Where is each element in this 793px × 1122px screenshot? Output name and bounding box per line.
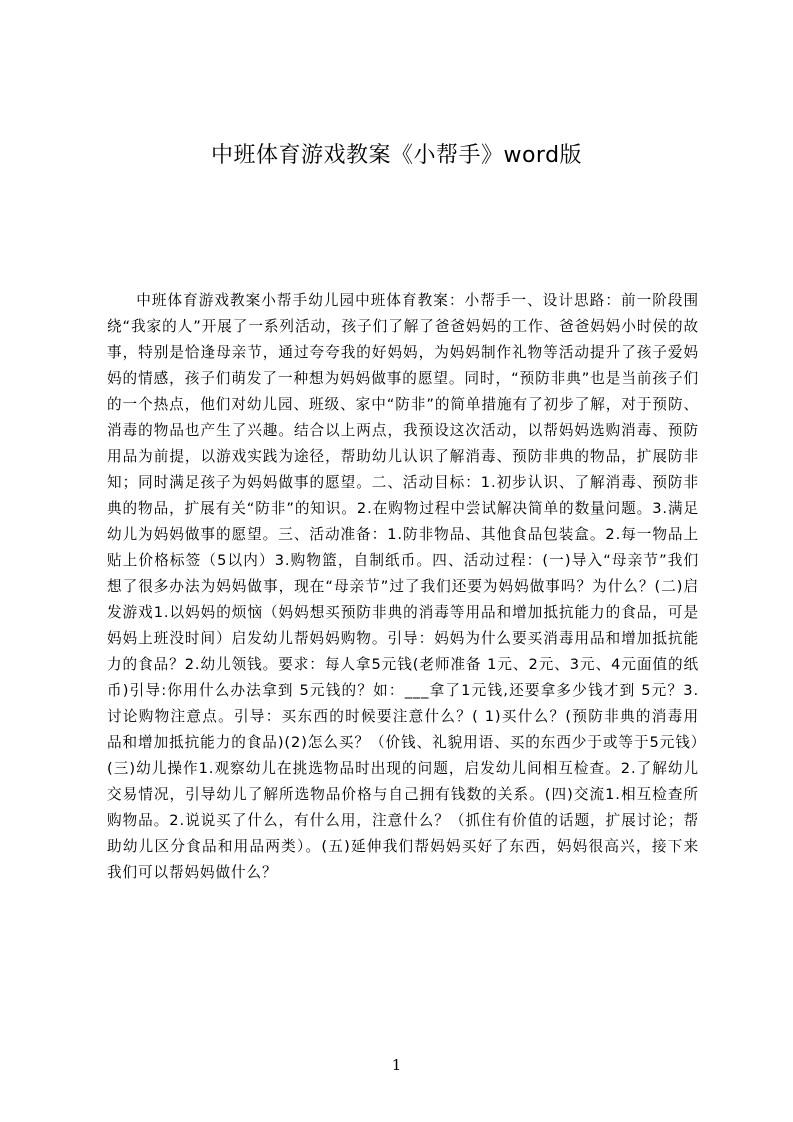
document-title: 中班体育游戏教案《小帮手》word版	[210, 143, 583, 168]
page-number: 1	[391, 1056, 402, 1074]
document-body-paragraph: 中班体育游戏教案小帮手幼儿园中班体育教案：小帮手一、设计思路：前一阶段围绕“我家的人”开展了一系列活动，孩子们了解了爸爸妈妈的工作、爸爸妈妈小时侯的故事，特别是恰逢母亲节，通过夸夸我的好妈妈，为妈妈制作礼物等活动提升了孩子爱妈妈的情感，孩子们萌发了一种想为妈妈做事的愿望。同时，“预防非典”也是当前孩子们的一个热点，他们对幼儿园、班级、家中“防非”的简单措施有了初步了解，对于预防、消毒的物品也产生了兴趣。结合以上两点，我预设这次活动，以帮妈妈选购消毒、预防用品为前提，以游戏实践为途径，帮助幼儿认识了解消毒、预防非典的物品，扩展防非知；同时满足孩子为妈妈做事的愿望。二、活动目标：1.初步认识、了解消毒、预防非典的物品，扩展有关“防非”的知识。2.在购物过程中尝试解决简单的数量问题。3.满足幼儿为妈妈做事的愿望。三、活动准备：1.防非物品、其他食品包装盒。2.每一物品上贴上价格标签（5以内）3.购物篮，自制纸币。四、活动过程：(一)导入“母亲节”我们想了很多办法为妈妈做事，现在“母亲节”过了我们还要为妈妈做事吗？为什么？(二)启发游戏1.以妈妈的烦恼（妈妈想买预防非典的消毒等用品和增加抵抗能力的食品，可是妈妈上班没时间）启发幼儿帮妈妈购物。引导：妈妈为什么要买消毒用品和增加抵抗能力的食品？2.幼儿领钱。要求：每人拿5元钱(老师准备 1元、2元、3元、4元面值的纸币)引导:你用什么办法拿到 5元钱的？如：___拿了1元钱,还要拿多少钱才到 5元？3.讨论购物注意点。引导：买东西的时候要注意什么？( 1)买什么？(预防非典的消毒用品和增加抵抗能力的食品)(2)怎么买？（价钱、礼貌用语、买的东西少于或等于5元钱）(三)幼儿操作1.观察幼儿在挑选物品时出现的问题，启发幼儿间相互检查。2.了解幼儿交易情况，引导幼儿了解所选物品价格与自己拥有钱数的关系。(四)交流1.相互检查所购物品。2.说说买了什么，有什么用，注意什么？（抓住有价值的话题，扩展讨论；帮助幼儿区分食品和用品两类）。(五)延伸我们帮妈妈买好了东西，妈妈很高兴，接下来我们可以帮妈妈做什么？	[107, 292, 699, 881]
